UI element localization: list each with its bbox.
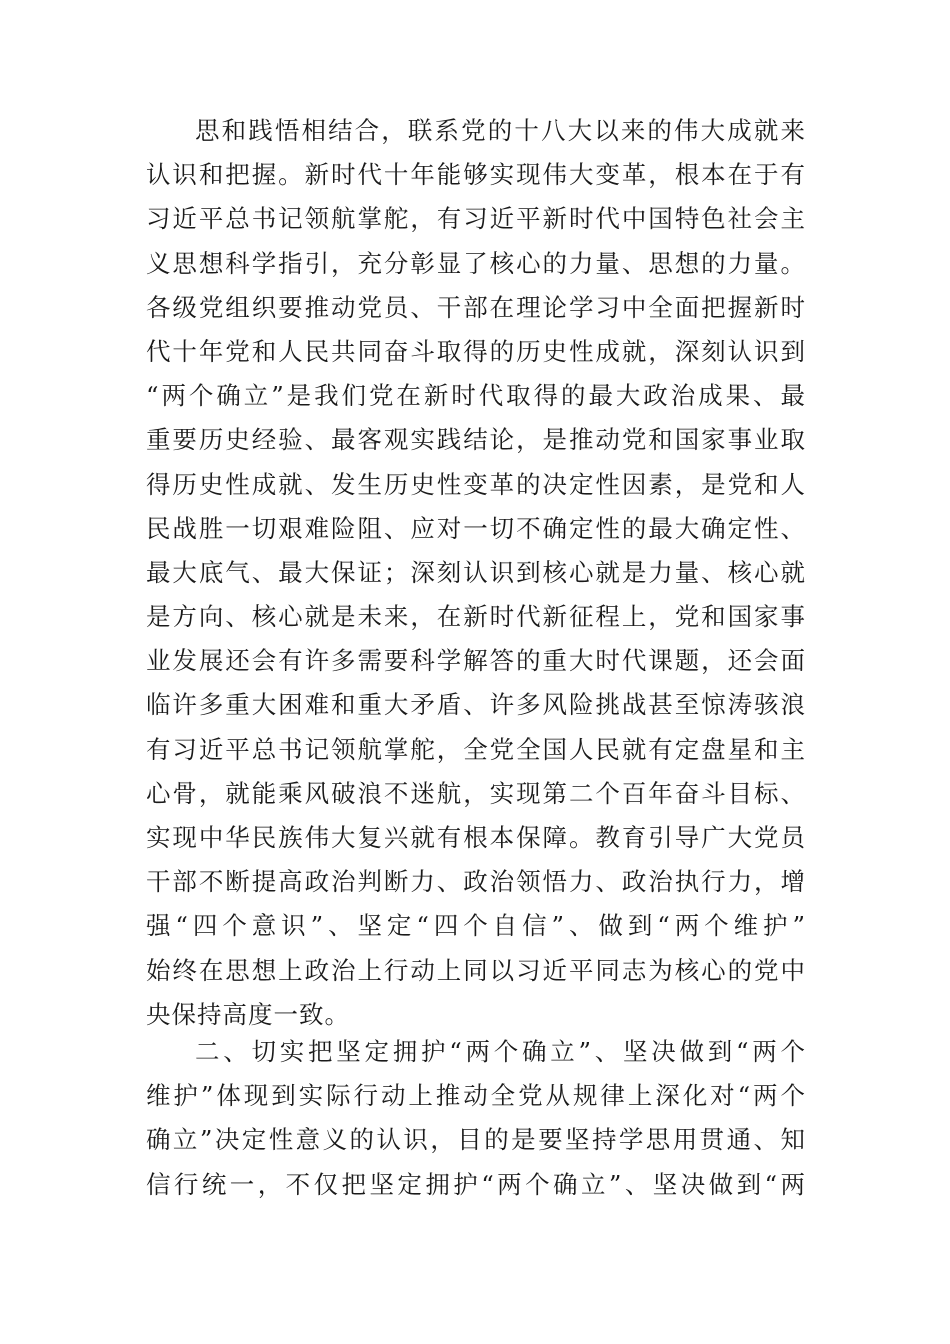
text-line: 最大底气、最大保证；深刻认识到核心就是力量、核心就 (146, 557, 806, 587)
text-line: 习近平总书记领航掌舵，有习近平新时代中国特色社会主 (146, 204, 806, 234)
text-line: 强“四个意识”、坚定“四个自信”、做到“两个维护” (146, 911, 806, 941)
text-line: 干部不断提高政治判断力、政治领悟力、政治执行力，增 (146, 867, 806, 897)
text-line: 重要历史经验、最客观实践结论，是推动党和国家事业取 (146, 425, 806, 455)
text-line: 二、切实把坚定拥护“两个确立”、坚决做到“两个 (195, 1037, 806, 1066)
text-line: 信行统一，不仅把坚定拥护“两个确立”、坚决做到“两 (146, 1169, 806, 1199)
text-line: “两个确立”是我们党在新时代取得的最大政治成果、最 (146, 381, 806, 411)
text-line: 确立”决定性意义的认识，目的是要坚持学思用贯通、知 (146, 1125, 806, 1155)
text-line: 各级党组织要推动党员、干部在理论学习中全面把握新时 (146, 292, 806, 322)
text-line: 有习近平总书记领航掌舵，全党全国人民就有定盘星和主 (146, 734, 806, 764)
text-line: 维护”体现到实际行动上推动全党从规律上深化对“两个 (146, 1081, 806, 1111)
text-line: 临许多重大困难和重大矛盾、许多风险挑战甚至惊涛骇浪 (146, 690, 806, 720)
text-line: 始终在思想上政治上行动上同以习近平同志为核心的党中 (146, 955, 806, 985)
text-line: 业发展还会有许多需要科学解答的重大时代课题，还会面 (146, 646, 806, 676)
paragraph-2 (146, 1030, 806, 1207)
text-line: 民战胜一切艰难险阻、应对一切不确定性的最大确定性、 (146, 513, 806, 543)
text-line: 得历史性成就、发生历史性变革的决定性因素，是党和人 (146, 469, 806, 499)
text-line: 实现中华民族伟大复兴就有根本保障。教育引导广大党员 (146, 823, 806, 852)
text-line: 认识和把握。新时代十年能够实现伟大变革，根本在于有 (146, 160, 806, 190)
text-line: 思和践悟相结合，联系党的十八大以来的伟大成就来 (195, 116, 806, 145)
text-line: 代十年党和人民共同奋斗取得的历史性成就，深刻认识到 (146, 336, 806, 366)
text-line: 心骨，就能乘风破浪不迷航，实现第二个百年奋斗目标、 (146, 778, 806, 808)
text-line: 央保持高度一致。 (146, 999, 350, 1029)
paragraph-1 (146, 109, 806, 1037)
text-line: 义思想科学指引，充分彰显了核心的力量、思想的力量。 (146, 248, 806, 278)
text-line: 是方向、核心就是未来，在新时代新征程上，党和国家事 (146, 602, 806, 632)
